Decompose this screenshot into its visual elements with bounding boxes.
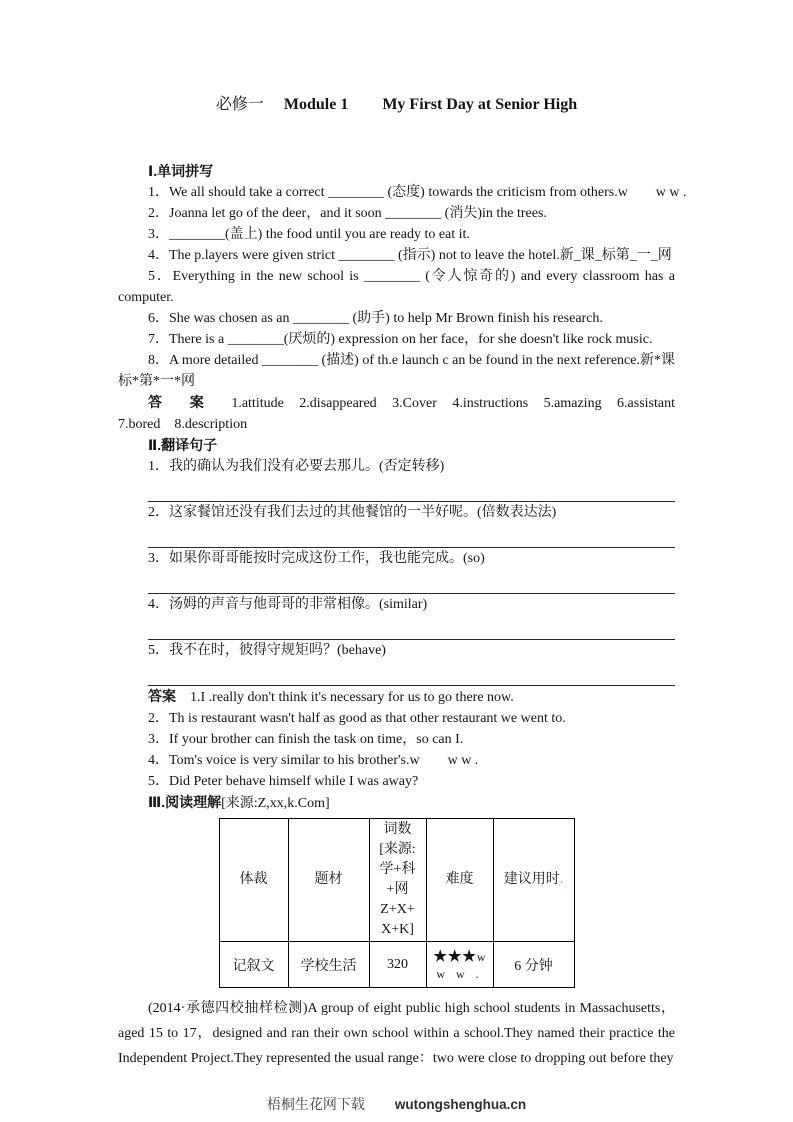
s1-item-6: 6．She was chosen as an ________ (助手) to help Mr Brown finish his research. — [148, 311, 603, 326]
s1-item-1: 1．We all should take a correct ________ (态度) towards the criticism from others.w w w . — [148, 185, 687, 200]
col-time-header — [493, 819, 574, 942]
table-data-row — [219, 942, 574, 988]
s1-item-5-continuation: computer. — [118, 290, 174, 305]
footer-site-name: 梧桐生花网下载 — [266, 1098, 365, 1113]
section1-heading: Ⅰ.单词拼写 — [148, 163, 214, 179]
star-rating-icon: ★★★ — [433, 948, 477, 965]
reading-info-table — [219, 818, 575, 988]
s1-answers-line1 — [118, 392, 675, 414]
s1-item-4: 4．The p.layers were given strict ________ (指示) not to leave the hotel.新_课_标第_一_网 — [148, 248, 672, 263]
s1-item-7: 7．There is a ________(厌烦的) expression on her face，for she doesn't like rock music. — [148, 332, 653, 347]
answer-blank-line-5 — [148, 661, 675, 686]
difficulty-stars-line — [427, 948, 493, 967]
footer-site-url: wutongshenghua.cn — [394, 1097, 527, 1112]
s2-item-3: 3．如果你哥哥能按时完成这份工作，我也能完成。(so) — [148, 551, 485, 566]
col-difficulty-header: 难度 — [426, 819, 493, 942]
s1-answer-label: 答 案 — [148, 394, 216, 410]
table-header-row — [219, 819, 574, 942]
title-module-label: Module 1 — [283, 96, 349, 113]
s2-item-4: 4．汤姆的声音与他哥哥的非常相像。(similar) — [148, 597, 428, 612]
difficulty-watermark-line2: w w . — [436, 966, 483, 981]
wordcount-cell: 320 — [369, 942, 426, 988]
s2-answer-5: 5．Did Peter behave himself while I was away? — [148, 774, 419, 789]
s2-answer-label: 答案 — [148, 688, 176, 704]
s2-answer-1: 1.I .really don't think it's necessary for us to go there now. — [176, 690, 514, 705]
s1-answers-text: 1.attitude 2.disappeared 3.Cover 4.instructions 5.amazing 6.assistant — [215, 396, 675, 411]
s2-item-1: 1．我的确认为我们没有必要去那儿。(否定转移) — [148, 459, 445, 474]
s1-item-8-continuation: 标*第*一*网 — [118, 374, 195, 389]
s1-item-5: 5．Everything in the new school is ________ (令人惊奇的) and every classroom has a — [148, 269, 675, 284]
section2-heading: Ⅱ.翻译句子 — [148, 437, 218, 453]
reading-passage: (2014·承德四校抽样检测)A group of eight public high school students in Massachusetts，aged 15 to 17，designed and ran their own school within a school.They named their practice the Independent Project.They represented the usual range：two were close to dropping out before they — [118, 1001, 675, 1066]
answer-blank-line-4 — [148, 615, 675, 640]
difficulty-cell — [426, 942, 493, 988]
answer-blank-line-2 — [148, 523, 675, 548]
genre-cell: 记叙文 — [219, 942, 288, 988]
title-lesson-label: My First Day at Senior High — [382, 96, 578, 113]
page-title — [118, 94, 675, 115]
section3-heading — [118, 792, 675, 814]
section3-source-tag: [来源:Z,xx,k.Com] — [221, 796, 330, 811]
s1-item-8: 8．A more detailed ________ (描述) of th.e launch c an be found in the next reference.新*课 — [148, 353, 675, 368]
col-wordcount-header: 词数 [来源: 学+科 +网 Z+X+ X+K] — [369, 819, 426, 942]
s2-answer-2: 2．Th is restaurant wasn't half as good as that other restaurant we went to. — [148, 711, 566, 726]
col-genre-header: 体裁 — [219, 819, 288, 942]
s2-item-2: 2．这家餐馆还没有我们去过的其他餐馆的一半好呢。(倍数表达法) — [148, 505, 557, 520]
answer-blank-line-3 — [148, 569, 675, 594]
topic-cell: 学校生活 — [288, 942, 369, 988]
s1-item-3: 3．________(盖上) the food until you are ready to eat it. — [148, 227, 470, 242]
page-footer — [118, 1095, 675, 1116]
s2-answer-4: 4．Tom's voice is very similar to his brother's.w w w . — [148, 753, 479, 768]
s1-item-2: 2．Joanna let go of the deer，and it soon ________ (消失)in the trees. — [148, 206, 547, 221]
s2-answer-3: 3．If your brother can finish the task on time，so can I. — [148, 732, 464, 747]
section3-heading-text: Ⅲ.阅读理解 — [148, 794, 222, 810]
difficulty-watermark-w: w — [476, 949, 486, 964]
s1-answers-line2: 7.bored 8.description — [118, 417, 248, 432]
time-cell: 6 分钟 — [493, 942, 574, 988]
s2-item-5: 5．我不在时，彼得守规矩吗？(behave) — [148, 643, 386, 658]
col-time-header-text: 建议用时 — [503, 872, 560, 887]
artifact-dot: . — [559, 872, 564, 887]
answer-blank-line-1 — [148, 477, 675, 502]
s2-answers-line1 — [118, 686, 675, 708]
col-topic-header: 题材 — [288, 819, 369, 942]
title-book-label: 必修一 — [215, 96, 264, 113]
